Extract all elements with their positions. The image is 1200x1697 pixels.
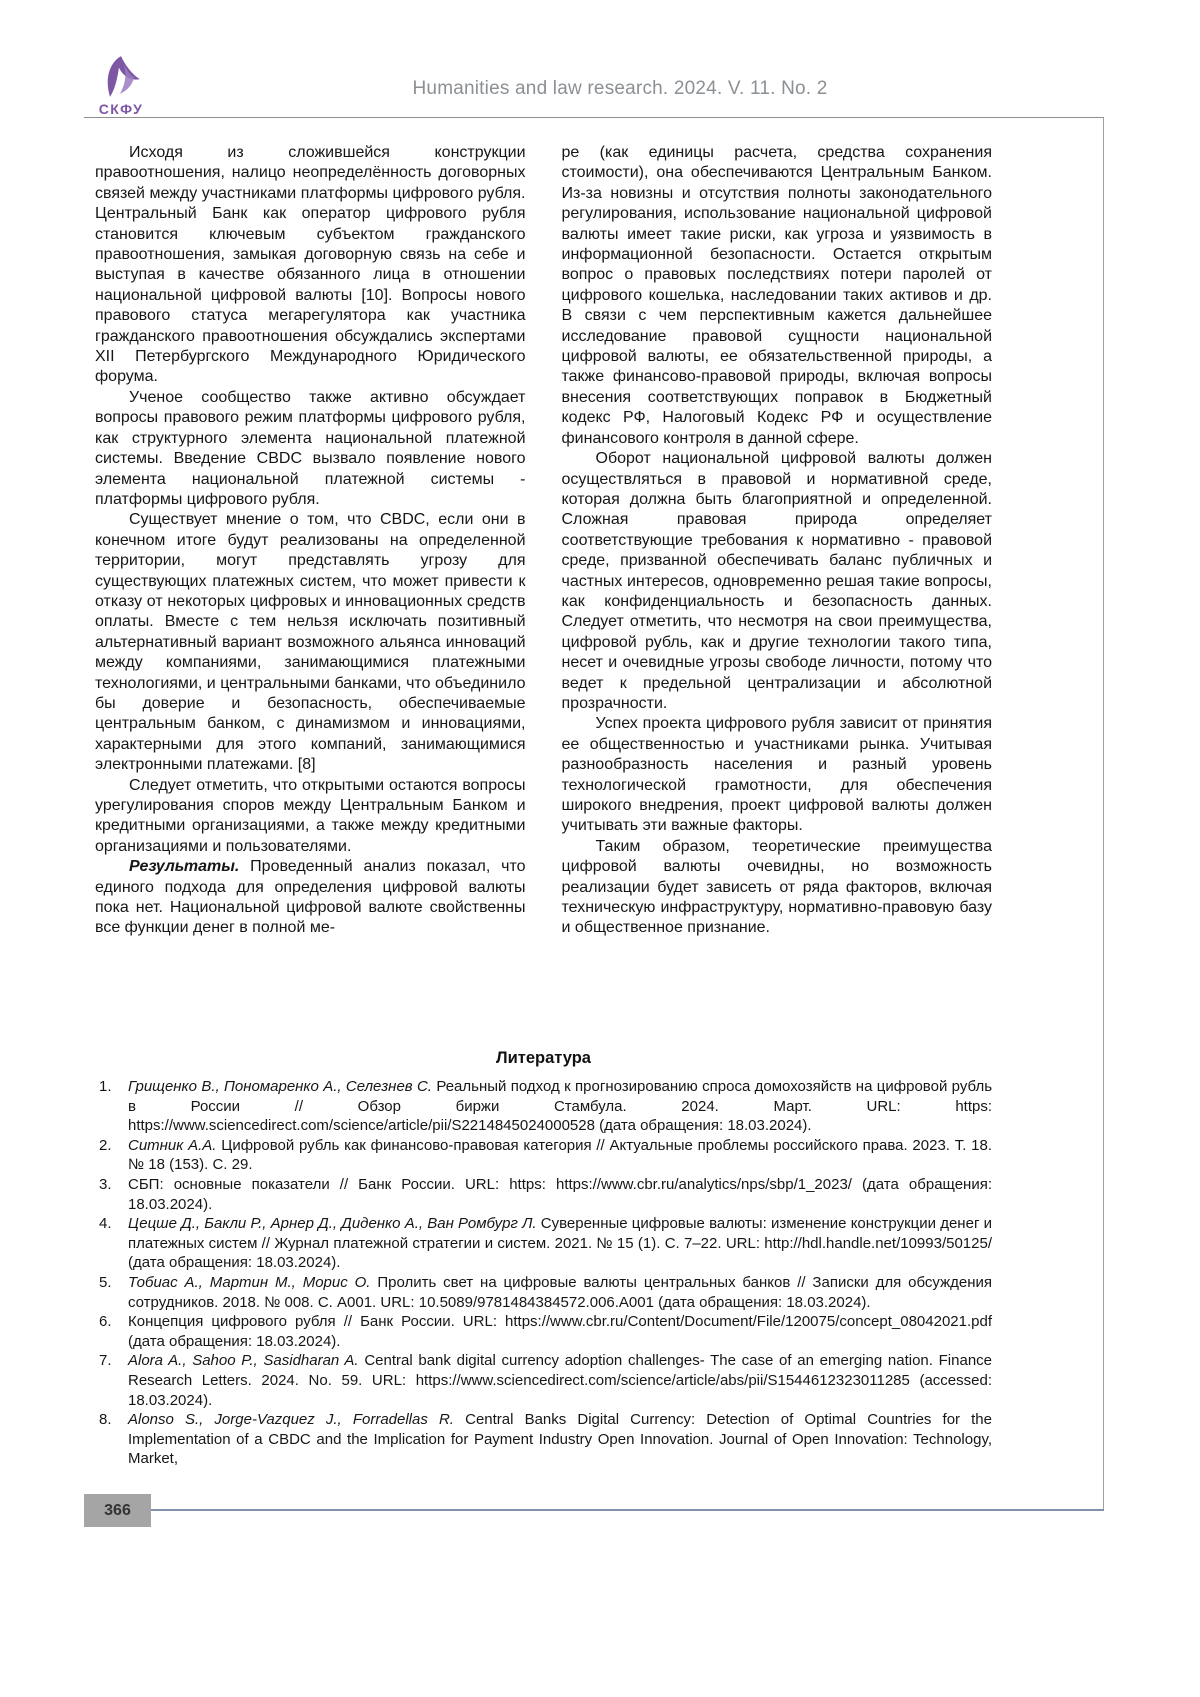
right-margin-line	[1103, 117, 1104, 1510]
paragraph: Таким образом, теоретические преимущества цифровой валюты очевидны, но возможность реализации будет зависеть от ряда факторов, включая техническую инфраструктуру, нормативно-правовую базу и общественное признание.	[561, 837, 992, 937]
paragraph: Ученое сообщество также активно обсуждает вопросы правового режим платформы цифрового рубля, как структурного элемента национальной платежной системы. Введение CBDC вызвало появление нового элемента национальной платежной системы - платформы цифрового рубля.	[95, 388, 526, 508]
references-section	[95, 1049, 992, 1469]
two-column-text	[95, 143, 992, 1045]
reference-item	[95, 1351, 992, 1410]
logo-text: СКФУ	[98, 101, 144, 117]
reference-text: Цифровой рубль как финансово-правовая категория // Актуальные проблемы российского права. 2023. Т. 18. № 18 (153). С. 29.	[128, 1136, 992, 1174]
results-label: Результаты.	[129, 858, 240, 876]
references-list	[95, 1077, 992, 1469]
paragraph: Существует мнение о том, что CBDC, если они в конечном итоге будут реализованы на определенной территории, могут представлять угрозу для существующих платежных систем, что может привести к отказу от некоторых цифровых и инновационных средств оплаты. Вместе с тем нельзя исключать позитивный альтернативный вариант возможного альянса инноваций между компаниями, занимающимися платежными технологиями, и центральными банками, что объединило бы доверие и безопасность, обеспечиваемые центральным банком, с динамизмом и инновациями, характерными для этого компаний, занимающимися электронными платежами. [8]	[95, 511, 526, 774]
paragraph: Оборот национальной цифровой валюты должен осуществляться в правовой и нормативной среде, которая должна быть благоприятной и определенной. Сложная правовая природа определяет соответствующие требования к нормативно - правовой среде, призванной обеспечивать баланс публичных и частных интересов, одновременно решая такие вопросы, как конфиденциальность и безопасность данных. Следует отметить, что несмотря на свои преимущества, цифровой рубль, как и другие технологии такого типа, несет и очевидные угрозы свободе личности, потому что ведет к предельной централизации и абсолютной прозрачности.	[561, 450, 992, 712]
journal-title: Humanities and law research. 2024. V. 11. No. 2	[412, 78, 828, 99]
page-number-badge: 366	[84, 1494, 151, 1527]
reference-text: СБП: основные показатели // Банк России. URL: https: https://www.cbr.ru/analytics/nps/sbp/1_2023/ (дата обращения: 18.03.2024).	[128, 1175, 992, 1213]
paragraph: ре (как единицы расчета, средства сохранения стоимости), она обеспечиваются Центральным Банком. Из-за новизны и отсутствия полноты законодательного регулирования, использование национальной цифровой валюты имеет такие риски, как угроза и уязвимость в информационной безопасности. Остается открытым вопрос о правовых последствиях потери паролей от цифрового кошелька, наследовании таких активов и др. В связи с чем перспективным кажется дальнейшее исследование правовой сущности национальной цифровой валюты, ее обязательственной природы, а также финансово-правовой природы, включая вопросы внесения соответствующих поправок в Бюджетный кодекс РФ, Налоговый Кодекс РФ и осуществление финансового контроля в данной сфере.	[561, 144, 992, 447]
bird-emblem-icon	[98, 54, 144, 100]
reference-text: Концепция цифрового рубля // Банк России. URL: https://www.cbr.ru/Content/Document/File/120075/concept_08042021.pdf (дата обращения: 18.03.2024).	[128, 1313, 992, 1350]
reference-item	[95, 1312, 992, 1351]
paragraph: Исходя из сложившейся конструкции правоотношения, налицо неопределённость договорных связей между участниками платформы цифрового рубля. Центральный Банк как оператор цифрового рубля становится ключевым субъектом гражданского правоотношения, замыкая договорную связь на себе и выступая в качестве обязанного лица в отношении национальной цифровой валюты [10]. Вопросы нового правового статуса мегарегулятора как участника гражданского правоотношения обсуждались экспертами XII Петербургского Международного Юридического форума.	[95, 144, 526, 386]
reference-text: Central bank digital currency adoption challenges- The case of an emerging nation. Finance Research Letters. 2024. No. 59. URL: https://www.sciencedirect.com/science/article/abs/pii/S1544612323011285 (accessed: 18.03.2024).	[128, 1352, 992, 1409]
footer-divider	[151, 1509, 1104, 1511]
paragraph: Следует отметить, что открытыми остаются вопросы урегулирования споров между Центральным Банком и кредитными организациями, а также между кредитными организациями и пользователями.	[95, 776, 526, 855]
paragraph: Успех проекта цифрового рубля зависит от принятия ее общественностью и участниками рынка. Учитывая разнообразность населения и разный уровень технологической грамотности, для обеспечения широкого внедрения, проект цифровой валюты должен учитывать эти важные факторы.	[561, 715, 992, 835]
reference-authors: Alora A., Sahoo P., Sasidharan A.	[128, 1352, 359, 1370]
paragraph-results	[95, 857, 526, 939]
reference-text: Central Banks Digital Currency: Detection of Optimal Countries for the Implementation of a CBDC and the Implication for Payment Industry Open Innovation. Journal of Open Innovation: Technology, Market,	[128, 1411, 992, 1468]
reference-text: Суверенные цифровые валюты: изменение конструкции денег и платежных систем // Журнал платежной стратегии и систем. 2021. № 15 (1). С. 7–22. URL: http://hdl.handle.net/10993/50125/ (дата обращения: 18.03.2024).	[128, 1215, 992, 1272]
reference-item	[95, 1077, 992, 1136]
reference-authors: Цецше Д., Бакли Р., Арнер Д., Диденко А., Ван Ромбург Л.	[128, 1215, 537, 1233]
reference-authors: Грищенко В., Пономаренко А., Селезнев С.	[128, 1078, 432, 1095]
reference-item	[95, 1175, 992, 1214]
reference-text: Реальный подход к прогнозированию спроса домохозяйств на цифровой рубль в России // Обзор биржи Стамбула. 2024. Март. URL: https: https://www.sciencedirect.com/science/article/pii/S2214845024000528 (дата обращения: 18.03.2024).	[128, 1078, 993, 1135]
reference-item	[95, 1273, 992, 1312]
reference-authors: Ситник А.А.	[128, 1136, 217, 1154]
reference-authors: Тобиас А., Мартин М., Морис О.	[128, 1273, 371, 1291]
reference-authors: Alonso S., Jorge-Vazquez J., Forradellas R.	[128, 1411, 454, 1429]
left-column	[95, 143, 526, 939]
article-content	[95, 143, 992, 1469]
references-heading: Литература	[496, 1049, 591, 1067]
reference-text: Пролить свет на цифровые валюты центральных банков // Записки для обсуждения сотрудников. 2018. № 008. С. A001. URL: 10.5089/9781484384572.006.A001 (дата обращения: 18.03.2024).	[128, 1273, 992, 1311]
reference-item	[95, 1136, 992, 1175]
reference-item	[95, 1214, 992, 1273]
paragraph-text: Проведенный анализ показал, что единого подхода для определения цифровой валюты пока нет. Национальной цифровой валюте свойственны все функции денег в полной ме-	[95, 858, 526, 937]
header-divider	[84, 117, 1104, 118]
reference-item	[95, 1410, 992, 1469]
university-logo	[84, 54, 158, 117]
right-column	[562, 143, 993, 939]
